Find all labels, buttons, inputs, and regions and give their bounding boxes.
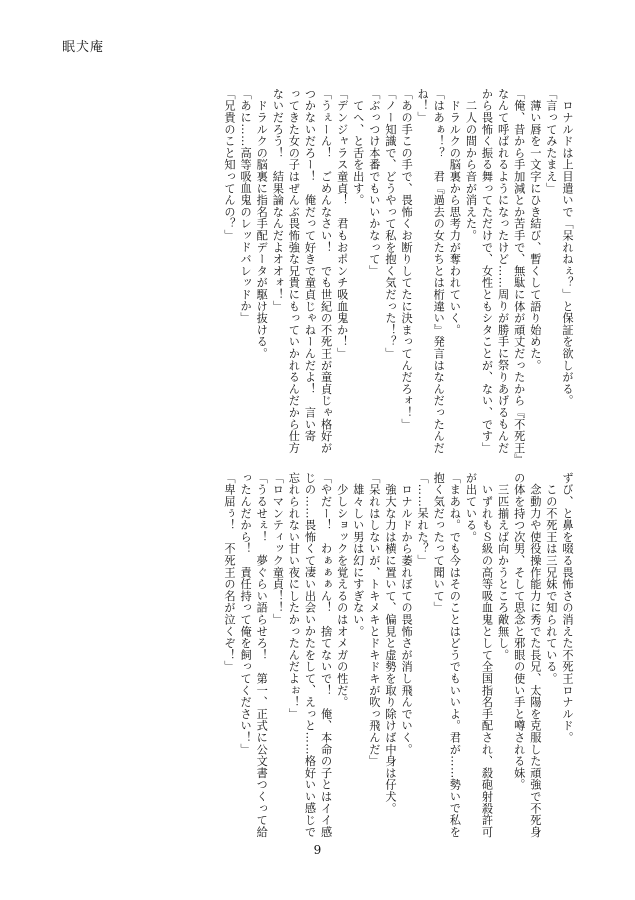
header-title: 眠犬庵 <box>62 40 105 55</box>
text-line: 「まあね。でも今はそのことはどうでもいいよ。君が……勢いで私を <box>448 472 462 838</box>
text-line: 「あの手この手で、畏怖くお断りしてたに決まってんだろォ！」 <box>400 88 414 431</box>
text-line: ってきた女の子はぜんぶ畏怖強な兄貴にもっていかれるんだから仕方 <box>287 88 301 454</box>
upper-text-block <box>221 88 575 466</box>
text-line: 二人の間から音が消えた。 <box>464 88 478 242</box>
text-line: の体を持つ次男、そして思念と邪眼の使い手と噂される妹。 <box>512 472 526 791</box>
text-line: 「……呆れた？」 <box>416 472 430 567</box>
text-line: 三匹揃えば向かうところ敵無し。 <box>496 472 510 661</box>
text-line: ロナルドは上目遣いで「呆れねぇ？」と保証を欲しがる。 <box>561 88 574 407</box>
lower-text-block <box>221 472 575 838</box>
text-line: 「呆れはしないが、トキメキとドキドキが吹っ飛んだ」 <box>367 472 381 767</box>
text-line: 「ロマンティック童貞！！」 <box>271 472 285 626</box>
text-line: ないだろう！ 結果論なんだよオオォ！」 <box>271 88 285 313</box>
text-line: 「あに……高等吸血鬼のレッドバレッドか」 <box>239 88 253 324</box>
text-line: 「やだー！ わぁぁぁん！ 捨てないで！ 俺、本命の子とはイイ感 <box>319 472 333 838</box>
text-line: じの……畏怖くて凄い出会いかたをして、えっと……格好いい感じで <box>303 472 317 838</box>
text-line: ずび、と鼻を啜る畏怖さの消えた不死王ロナルド。 <box>561 472 574 744</box>
text-line: つかないだろー！ 俺だって好きで童貞じゃねーんだよ！ 言い寄 <box>303 88 317 442</box>
text-line: ドラルクの脳裏に指名手配データが駆け抜ける。 <box>255 88 269 360</box>
text-line: から畏怖く振る舞ってただけで、女性ともシタことが、ない、です」 <box>480 88 494 454</box>
text-line: 「うるせぇ！ 夢ぐらい語らせろ！ 第一、正式に公文書つくって給 <box>255 472 269 838</box>
text-line: 「俺、昔から手加減とか苦手で、無駄に体が頑丈だったから『不死王』 <box>512 88 526 466</box>
text-line: 「ノー知識で、どうやって私を抱く気だった！？」 <box>383 88 397 360</box>
text-line: てへ、と舌を出す。 <box>351 88 365 206</box>
text-line: 薄い唇を一文字にひき結び、暫くして語り始めた。 <box>528 88 542 372</box>
text-line: 「はあぁ！？ 君『過去の女たちとは桁違い』発言はなんだったんだ <box>432 88 446 454</box>
text-line: 「うぇーん！ ごめんなさい！ でも世紀の不死王が童貞じゃ格好が <box>319 88 333 454</box>
text-line: ロナルドから萎れぼての畏怖さが消し飛んでいく。 <box>400 472 414 756</box>
text-line: 念動力や使役操作能力に秀でた長兄、太陽を克服した頑強で不死身 <box>528 472 542 838</box>
text-line: 少しショックを覚えるのはオメガの性だ。 <box>335 472 349 708</box>
text-line: 「卑屈ぅ！ 不死王の名が泣くぞ！」 <box>223 472 237 673</box>
text-line: なんて呼ばれるようになったけど……周りが勝手に祭りあげるもんだ <box>496 88 510 454</box>
text-line: 「デンジャラス童貞！ 君もおポンチ吸血鬼か！」 <box>335 88 349 360</box>
text-line: いずれもＳ級の高等吸血鬼として全国指名手配され、殺砲射殺許可 <box>480 472 494 838</box>
text-line: が出ている。 <box>464 472 478 543</box>
text-line: 強大な力は横に置いて、偏見と虚勢を取り除けば中身は仔犬。 <box>383 472 397 815</box>
text-line: 雄々しい男は幻にすぎない。 <box>351 472 365 638</box>
text-line: 「言ってみたまえ」 <box>544 88 558 195</box>
text-line: 「ぶっつけ本番でもいいかなって」 <box>367 88 381 277</box>
text-line: ったんだから！ 責任持って俺を飼ってください！」 <box>239 472 253 756</box>
text-line: 「兄貴のこと知ってんの？」 <box>223 88 237 242</box>
text-line: ドラルクの脳裏から思考力が奪われていく。 <box>448 88 462 336</box>
page-number: 9 <box>313 843 322 857</box>
text-line: 忘れられない甘い夜にしたかったんだよぉ！」 <box>287 472 301 720</box>
text-line: 抱く気だったって聞いて」 <box>432 472 446 614</box>
text-line: ね！」 <box>416 88 430 124</box>
text-line: この不死王は三兄妹で知られている。 <box>544 472 558 685</box>
